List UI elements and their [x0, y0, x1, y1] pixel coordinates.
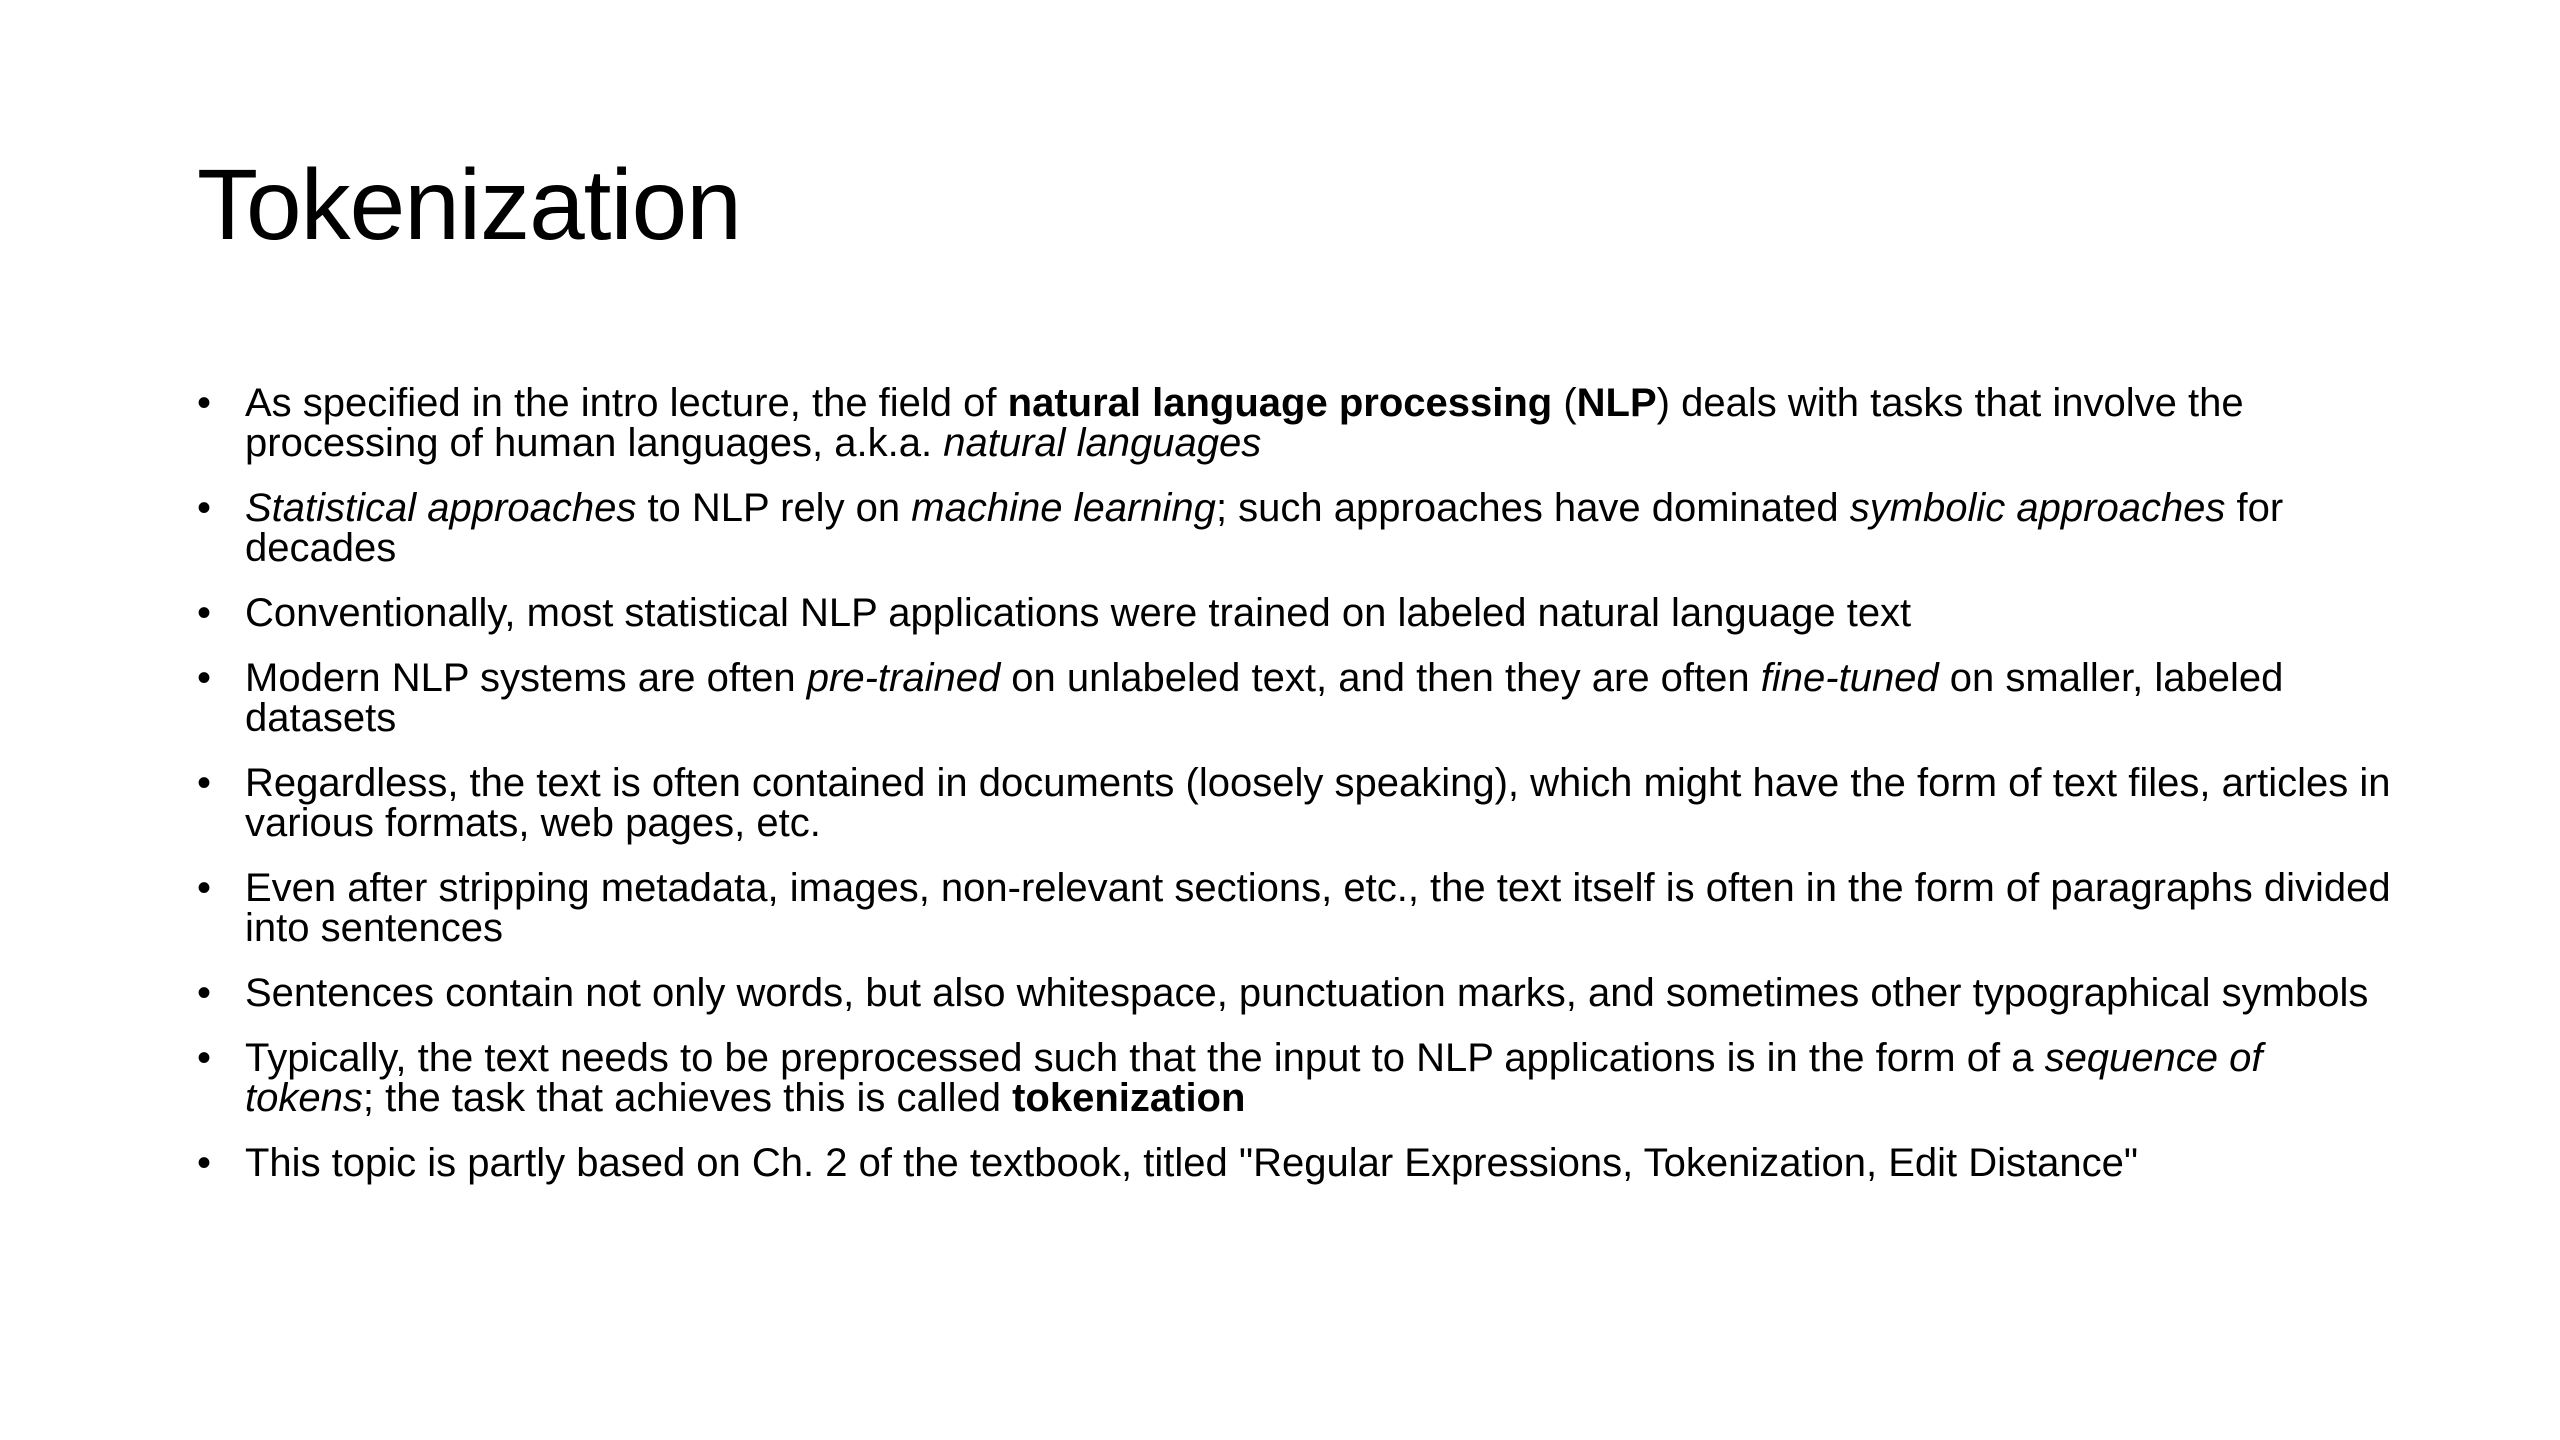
bullet-item	[197, 658, 2397, 738]
bullet-text	[245, 1141, 2138, 1185]
italic-text: fine-tuned	[1760, 656, 1939, 700]
bullet-text	[245, 656, 2283, 740]
bullet-item	[197, 763, 2397, 843]
italic-text: machine learning	[911, 486, 1216, 530]
bullet-dot-icon: •	[197, 971, 212, 1015]
bullet-dot-icon: •	[197, 1036, 212, 1080]
bullet-text	[245, 866, 2391, 950]
bullet-text	[245, 1036, 2263, 1120]
bullet-item	[197, 868, 2397, 948]
text-segment: ; such approaches have dominated	[1215, 486, 1850, 530]
bold-text: NLP	[1576, 381, 1657, 425]
italic-text: symbolic approaches	[1849, 486, 2226, 530]
bullet-item	[197, 383, 2397, 463]
text-segment: This topic is partly based on Ch. 2 of the textbook, titled "Regular Expressions, Tokenization, Edit Distance"	[245, 1141, 2139, 1185]
text-segment: to NLP rely on	[636, 486, 912, 530]
bullet-text	[245, 971, 2368, 1015]
text-segment: ; the task that achieves this is called	[362, 1076, 1013, 1120]
italic-text: Statistical approaches	[245, 486, 637, 530]
bullet-item	[197, 1143, 2397, 1183]
bullet-text	[245, 381, 2244, 465]
bold-text: natural language processing	[1007, 381, 1553, 425]
text-segment: on smaller, labeled datasets	[245, 656, 2284, 740]
bullet-list	[197, 383, 2397, 1208]
bullet-text	[245, 591, 1911, 635]
bullet-dot-icon: •	[197, 761, 212, 805]
text-segment: As specified in the intro lecture, the field of	[245, 381, 1008, 425]
text-segment: Typically, the text needs to be preprocessed such that the input to NLP applications is in the form of a	[245, 1036, 2045, 1080]
bullet-dot-icon: •	[197, 656, 212, 700]
text-segment: Conventionally, most statistical NLP applications were trained on labeled natural language text	[245, 591, 1912, 635]
bullet-item	[197, 1038, 2397, 1118]
text-segment: (	[1552, 381, 1577, 425]
slide-title: Tokenization	[197, 149, 741, 261]
bullet-item	[197, 973, 2397, 1013]
bullet-text	[245, 486, 2283, 570]
bullet-dot-icon: •	[197, 866, 212, 910]
text-segment: Even after stripping metadata, images, non-relevant sections, etc., the text itself is often in the form of paragraphs divided into sentences	[245, 866, 2391, 950]
text-segment: Modern NLP systems are often	[245, 656, 807, 700]
text-segment: Regardless, the text is often contained in documents (loosely speaking), which might have the form of text files, articles in various formats, web pages, etc.	[245, 761, 2391, 845]
bullet-item	[197, 593, 2397, 633]
text-segment: on unlabeled text, and then they are often	[1000, 656, 1761, 700]
bullet-text	[245, 761, 2391, 845]
bullet-item	[197, 488, 2397, 568]
bullet-dot-icon: •	[197, 1141, 212, 1185]
bullet-dot-icon: •	[197, 591, 212, 635]
text-segment: for decades	[245, 486, 2284, 570]
italic-text: sequence of tokens	[245, 1036, 2263, 1120]
bullet-dot-icon: •	[197, 486, 212, 530]
italic-text: natural languages	[943, 421, 1262, 465]
italic-text: pre-trained	[806, 656, 1001, 700]
bullet-dot-icon: •	[197, 381, 212, 425]
text-segment: ) deals with tasks that involve the processing of human languages, a.k.a.	[245, 381, 2244, 465]
text-segment: Sentences contain not only words, but also whitespace, punctuation marks, and sometimes other typographical symbols	[245, 971, 2369, 1015]
bold-text: tokenization	[1012, 1076, 1246, 1120]
